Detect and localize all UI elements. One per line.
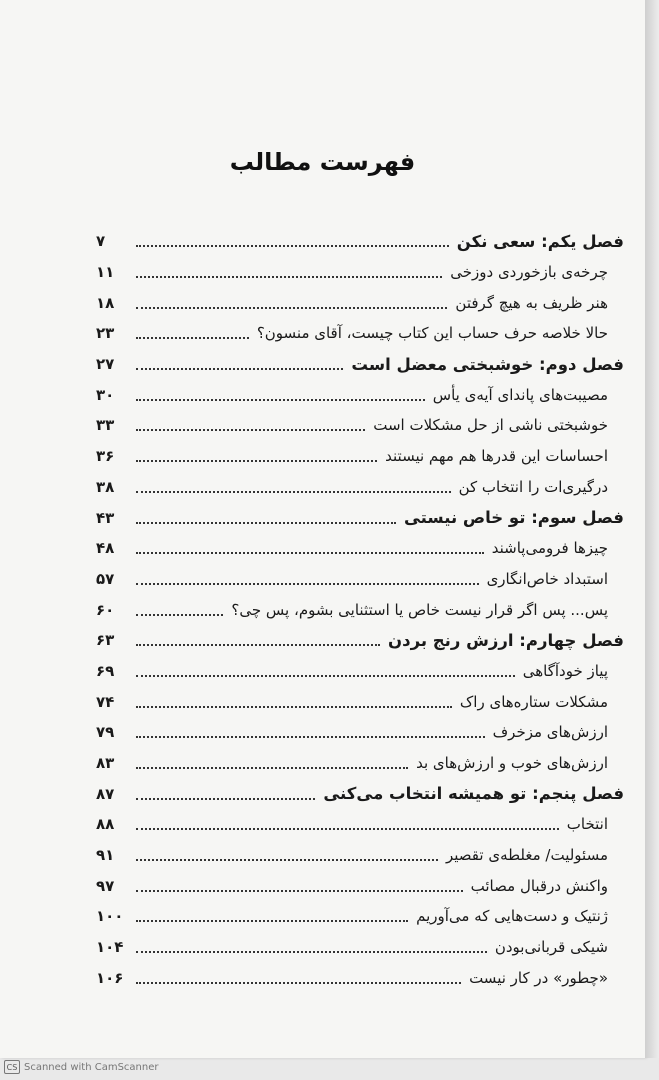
toc-section-row — [96, 748, 624, 779]
dot-leader — [136, 675, 515, 677]
toc-section-row — [96, 870, 624, 901]
toc-page-number: ۱۰۰ — [96, 907, 124, 926]
toc-entry-title: ژنتیک و دست‌هایی که می‌آوریم — [416, 907, 608, 926]
dot-leader — [136, 583, 479, 585]
toc-section-row — [96, 533, 624, 564]
dot-leader — [136, 429, 365, 431]
toc-chapter-row — [96, 625, 624, 656]
toc-entry-title: ارزش‌های خوب و ارزش‌های بد — [416, 754, 608, 773]
toc-chapter-row — [96, 349, 624, 380]
page-title: فهرست مطالب — [229, 148, 416, 176]
toc-entry-title: مشکلات ستاره‌های راک — [459, 692, 608, 711]
toc-section-row — [96, 379, 624, 410]
toc-page-number: ۳۶ — [96, 447, 115, 466]
dot-leader — [136, 399, 425, 401]
toc-page-number: ۸۷ — [96, 784, 115, 803]
toc-chapter-row — [96, 778, 624, 809]
toc-page-number: ۴۸ — [96, 539, 115, 558]
toc-section-row — [96, 932, 624, 963]
toc-entry-title: فصل سوم: تو خاص نیستی — [403, 508, 624, 528]
toc-chapter-row — [96, 502, 624, 533]
toc-page-number: ۲۳ — [96, 324, 115, 343]
toc-page-number: ۶۳ — [96, 631, 115, 650]
dot-leader — [136, 706, 452, 708]
watermark-text: Scanned with CamScanner — [24, 1061, 159, 1073]
toc-section-row — [96, 287, 624, 318]
toc-page-number: ۱۸ — [96, 293, 115, 312]
toc-entry-title: مصیبت‌های پاندای آیه‌ی یأس — [432, 385, 608, 404]
dot-leader — [136, 890, 463, 892]
dot-leader — [136, 522, 396, 524]
toc-entry-title: چیزها فرومی‌پاشند — [491, 539, 608, 558]
toc-entry-title: فصل چهارم: ارزش رنج بردن — [388, 630, 624, 650]
toc-section-row — [96, 809, 624, 840]
toc-page-number: ۸۸ — [96, 815, 115, 834]
toc-section-row — [96, 564, 624, 595]
toc-entry-title: احساسات این قدرها هم مهم نیستند — [385, 447, 608, 466]
toc-page-number: ۶۹ — [96, 661, 115, 680]
toc-entry-title: انتخاب — [566, 815, 608, 834]
toc-page-number: ۷۴ — [96, 692, 115, 711]
toc-section-row — [96, 472, 624, 503]
toc-page-number: ۱۰۴ — [96, 938, 124, 957]
toc-entry-title: پیاز خودآگاهی — [522, 661, 608, 680]
toc-entry-title: مسئولیت/ مغلطه‌ی تقصیر — [445, 846, 608, 865]
toc-page-number: ۱۱ — [96, 263, 115, 282]
dot-leader — [136, 982, 461, 984]
toc-entry-title: «چطور» در کار نیست — [469, 968, 608, 987]
toc-page-number: ۷۹ — [96, 723, 115, 742]
dot-leader — [136, 736, 485, 738]
toc-entry-title: درگیری‌ات را انتخاب کن — [458, 477, 608, 496]
dot-leader — [136, 644, 380, 646]
toc-page-number: ۹۱ — [96, 846, 115, 865]
toc-section-row — [96, 840, 624, 871]
dot-leader — [136, 951, 487, 953]
toc-section-row — [96, 686, 624, 717]
toc-page-number: ۳۳ — [96, 416, 115, 435]
toc-entry-title: ارزش‌های مزخرف — [492, 723, 608, 742]
toc-section-row — [96, 594, 624, 625]
toc-page-number: ۳۸ — [96, 477, 115, 496]
toc-section-row — [96, 717, 624, 748]
toc-entry-title: شیکی قربانی‌بودن — [494, 938, 608, 957]
toc-entry-title: فصل یکم: سعی نکن — [456, 231, 624, 251]
toc-entry-title: فصل دوم: خوشبختی معضل است — [351, 354, 624, 374]
table-of-contents — [96, 226, 624, 993]
toc-section-row — [96, 410, 624, 441]
dot-leader — [136, 614, 223, 616]
dot-leader — [136, 307, 447, 309]
dot-leader — [136, 245, 449, 247]
dot-leader — [136, 276, 442, 278]
toc-entry-title: استبداد خاص‌انگاری — [486, 569, 608, 588]
toc-section-row — [96, 901, 624, 932]
toc-section-row — [96, 441, 624, 472]
toc-page-number: ۱۰۶ — [96, 968, 124, 987]
scanner-watermark — [4, 1060, 159, 1074]
dot-leader — [136, 920, 408, 922]
toc-page-number: ۸۳ — [96, 754, 115, 773]
toc-page-number: ۶۰ — [96, 600, 115, 619]
toc-page-number: ۲۷ — [96, 355, 115, 374]
toc-section-row — [96, 656, 624, 687]
dot-leader — [136, 368, 343, 370]
toc-entry-title: فصل پنجم: تو همیشه انتخاب می‌کنی — [323, 784, 624, 804]
toc-entry-title: چرخه‌ی بازخوردی دوزخی — [450, 263, 608, 282]
dot-leader — [136, 767, 408, 769]
toc-page-number: ۷ — [96, 232, 106, 251]
toc-entry-title: واکنش درقبال مصائب — [470, 876, 608, 895]
toc-section-row — [96, 963, 624, 994]
toc-page-number: ۵۷ — [96, 569, 115, 588]
dot-leader — [136, 552, 484, 554]
toc-entry-title: حالا خلاصه حرف حساب این کتاب چیست، آقای منسون؟ — [256, 324, 608, 343]
page-edge — [645, 0, 659, 1058]
toc-section-row — [96, 257, 624, 288]
toc-page-number: ۴۳ — [96, 508, 115, 527]
dot-leader — [136, 337, 249, 339]
toc-entry-title: هنر ظریف به هیچ گرفتن — [455, 293, 608, 312]
dot-leader — [136, 460, 377, 462]
toc-entry-title: پس... پس اگر قرار نیست خاص یا استثنایی بشوم، پس چی؟ — [231, 600, 608, 619]
toc-page-number: ۹۷ — [96, 876, 115, 895]
dot-leader — [136, 491, 451, 493]
dot-leader — [136, 859, 438, 861]
toc-entry-title: خوشبختی ناشی از حل مشکلات است — [373, 416, 608, 435]
dot-leader — [136, 828, 559, 830]
camscanner-icon: CS — [4, 1060, 20, 1074]
toc-chapter-row — [96, 226, 624, 257]
toc-section-row — [96, 318, 624, 349]
toc-page-number: ۳۰ — [96, 385, 115, 404]
dot-leader — [136, 798, 315, 800]
